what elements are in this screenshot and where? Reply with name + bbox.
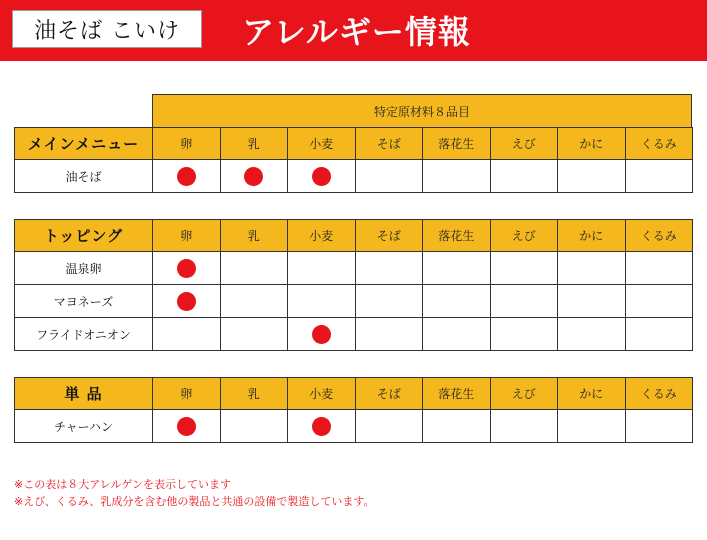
allergen-cell xyxy=(153,318,221,351)
allergen-cell xyxy=(625,410,693,443)
allergen-mark-icon xyxy=(312,417,331,436)
shop-name: 油そば こいけ xyxy=(12,10,202,48)
allergen-header: かに xyxy=(558,378,626,410)
allergy-table xyxy=(14,377,693,443)
allergen-cell xyxy=(423,410,491,443)
allergen-cell xyxy=(355,318,423,351)
allergen-cell xyxy=(625,285,693,318)
allergen-cell xyxy=(423,252,491,285)
allergen-cell xyxy=(220,160,288,193)
allergen-cell xyxy=(288,285,356,318)
allergen-cell xyxy=(558,285,626,318)
allergen-cell xyxy=(220,252,288,285)
allergen-mark-icon xyxy=(312,325,331,344)
category-label: トッピング xyxy=(15,220,153,252)
allergen-header: 乳 xyxy=(220,220,288,252)
allergen-header: かに xyxy=(558,220,626,252)
table-header-row xyxy=(15,378,693,410)
allergen-mark-icon xyxy=(177,292,196,311)
allergen-group-header: 特定原材料８品目 xyxy=(152,94,692,128)
header-banner xyxy=(0,0,707,61)
allergen-cell xyxy=(558,318,626,351)
menu-item-name: 温泉卵 xyxy=(15,252,153,285)
allergen-cell xyxy=(153,410,221,443)
allergen-cell xyxy=(490,410,558,443)
allergen-cell xyxy=(558,160,626,193)
allergen-mark-icon xyxy=(177,417,196,436)
page-title: アレルギー情報 xyxy=(242,13,471,51)
allergen-cell xyxy=(625,318,693,351)
allergen-cell xyxy=(220,410,288,443)
allergen-header: くるみ xyxy=(625,128,693,160)
allergen-cell xyxy=(490,318,558,351)
allergen-header: 小麦 xyxy=(288,128,356,160)
allergen-cell xyxy=(490,252,558,285)
allergen-header: くるみ xyxy=(625,220,693,252)
menu-item-name: フライドオニオン xyxy=(15,318,153,351)
allergen-cell xyxy=(625,252,693,285)
allergen-header: 落花生 xyxy=(423,220,491,252)
allergen-cell xyxy=(423,318,491,351)
allergen-cell xyxy=(558,410,626,443)
allergen-cell xyxy=(220,285,288,318)
allergen-cell xyxy=(153,252,221,285)
allergen-mark-icon xyxy=(177,259,196,278)
category-label: メインメニュー xyxy=(15,128,153,160)
allergy-table xyxy=(14,219,693,351)
allergen-cell xyxy=(153,285,221,318)
allergen-cell xyxy=(288,410,356,443)
allergen-cell xyxy=(355,285,423,318)
table-row xyxy=(15,410,693,443)
allergen-header: えび xyxy=(490,378,558,410)
allergen-cell xyxy=(558,252,626,285)
allergen-cell xyxy=(288,252,356,285)
allergen-cell xyxy=(423,285,491,318)
allergen-header: 卵 xyxy=(153,128,221,160)
menu-item-name: マヨネーズ xyxy=(15,285,153,318)
allergen-cell xyxy=(153,160,221,193)
allergen-header: 乳 xyxy=(220,378,288,410)
allergen-header: そば xyxy=(355,128,423,160)
allergy-table xyxy=(14,127,693,193)
allergen-header: 乳 xyxy=(220,128,288,160)
menu-item-name: チャーハン xyxy=(15,410,153,443)
allergen-cell xyxy=(288,318,356,351)
table-row xyxy=(15,252,693,285)
allergen-header: 落花生 xyxy=(423,128,491,160)
allergen-header: かに xyxy=(558,128,626,160)
allergen-header: えび xyxy=(490,220,558,252)
menu-item-name: 油そば xyxy=(15,160,153,193)
allergen-cell xyxy=(220,318,288,351)
allergen-mark-icon xyxy=(312,167,331,186)
allergen-cell xyxy=(625,160,693,193)
allergen-header: えび xyxy=(490,128,558,160)
allergen-cell xyxy=(355,160,423,193)
allergen-header: くるみ xyxy=(625,378,693,410)
table-header-row xyxy=(15,220,693,252)
footnote: ※えび、くるみ、乳成分を含む他の製品と共通の設備で製造しています。 xyxy=(14,495,375,508)
allergen-header: 小麦 xyxy=(288,378,356,410)
category-label: 単 品 xyxy=(15,378,153,410)
allergen-header: 卵 xyxy=(153,378,221,410)
table-row xyxy=(15,318,693,351)
footnotes xyxy=(14,476,375,510)
allergen-header: そば xyxy=(355,220,423,252)
allergen-cell xyxy=(490,160,558,193)
table-header-row xyxy=(15,128,693,160)
allergen-header: 落花生 xyxy=(423,378,491,410)
table-row xyxy=(15,160,693,193)
allergen-cell xyxy=(355,252,423,285)
allergen-header: そば xyxy=(355,378,423,410)
allergen-cell xyxy=(490,285,558,318)
allergen-cell xyxy=(423,160,491,193)
allergen-mark-icon xyxy=(244,167,263,186)
allergen-header: 卵 xyxy=(153,220,221,252)
table-row xyxy=(15,285,693,318)
footnote: ※この表は８大アレルゲンを表示しています xyxy=(14,478,232,491)
allergen-cell xyxy=(288,160,356,193)
allergen-header: 小麦 xyxy=(288,220,356,252)
allergen-mark-icon xyxy=(177,167,196,186)
allergen-cell xyxy=(355,410,423,443)
